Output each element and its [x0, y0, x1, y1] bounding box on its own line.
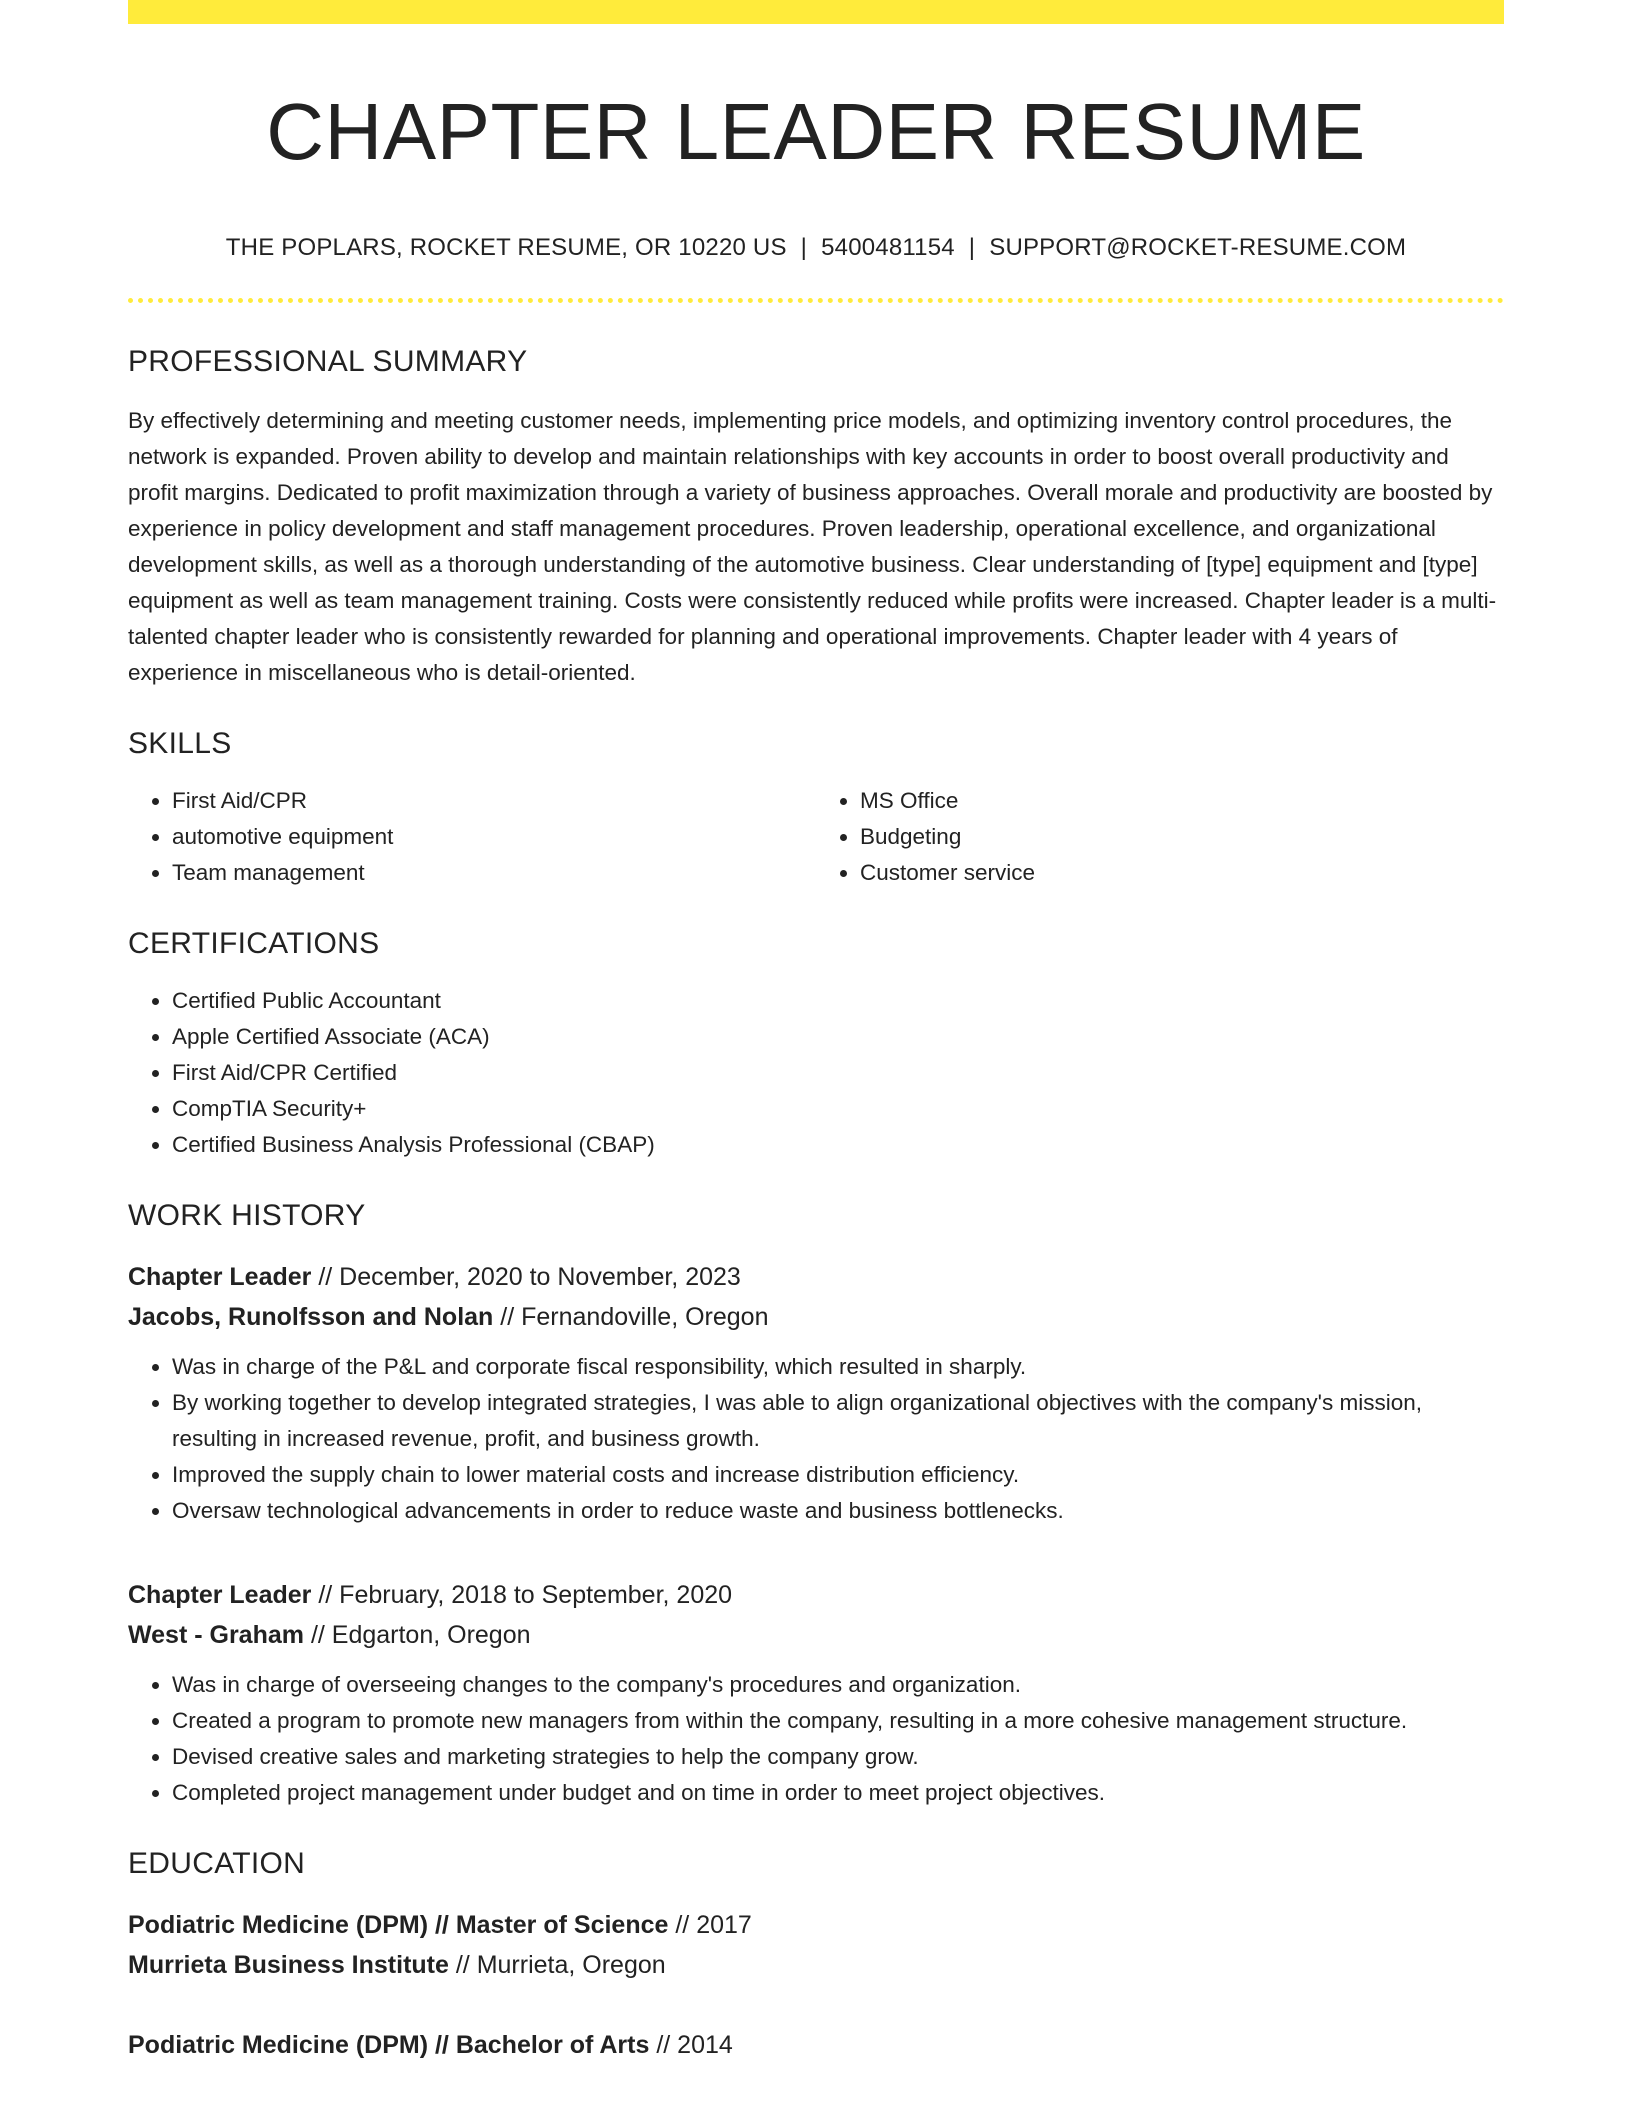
dotted-divider — [128, 298, 1504, 303]
job-bullet: • Improved the supply chain to lower material costs and increase distribution efficiency. — [172, 1457, 1504, 1493]
job-company-line — [128, 1297, 1504, 1337]
job-bullet: • By working together to develop integrated strategies, I was able to align organizational objectives with the company's mission, resulting in increased revenue, profit, and business growth. — [172, 1385, 1504, 1457]
job-bullet: • Was in charge of overseeing changes to the company's procedures and organization. — [172, 1667, 1504, 1703]
contact-address: THE POPLARS, ROCKET RESUME, OR 10220 US — [225, 234, 787, 261]
resume-title: CHAPTER LEADER RESUME — [266, 87, 1366, 176]
certification-item: • CompTIA Security+ — [172, 1091, 1504, 1127]
job-dates: // December, 2020 to November, 2023 — [318, 1263, 741, 1291]
section-heading-summary: PROFESSIONAL SUMMARY — [128, 345, 528, 378]
education-degree-line — [128, 2025, 1504, 2065]
job-bullet: • Oversaw technological advancements in order to reduce waste and business bottlenecks. — [172, 1493, 1504, 1529]
skill-item: • MS Office — [860, 783, 1504, 819]
contact-email: SUPPORT@ROCKET-RESUME.COM — [989, 234, 1407, 261]
skill-item: • automotive equipment — [172, 819, 816, 855]
job-bullet: • Completed project management under budget and on time in order to meet project objectives. — [172, 1775, 1504, 1811]
job-bullet: • Devised creative sales and marketing strategies to help the company grow. — [172, 1739, 1504, 1775]
skill-item: • Team management — [172, 855, 816, 891]
skills-column-left — [128, 783, 816, 891]
section-heading-education: EDUCATION — [128, 1847, 306, 1880]
top-accent-bar — [128, 0, 1504, 24]
education-degree-line — [128, 1905, 1504, 1945]
job-location: // Fernandoville, Oregon — [500, 1303, 769, 1331]
job-dates: // February, 2018 to September, 2020 — [318, 1581, 733, 1609]
certification-item: • Apple Certified Associate (ACA) — [172, 1019, 1504, 1055]
skills-grid — [128, 783, 1504, 891]
job-location: // Edgarton, Oregon — [310, 1621, 531, 1649]
certification-item: • First Aid/CPR Certified — [172, 1055, 1504, 1091]
skill-item: • First Aid/CPR — [172, 783, 816, 819]
education-location: // Murrieta, Oregon — [455, 1951, 666, 1979]
contact-separator: | — [968, 234, 976, 261]
certification-item: • Certified Business Analysis Professional (CBAP) — [172, 1127, 1504, 1163]
education-year: // 2014 — [656, 2031, 733, 2059]
certifications-list — [128, 983, 1504, 1163]
education-degree: Podiatric Medicine (DPM) // Bachelor of Arts — [128, 2031, 650, 2059]
education-school-line — [128, 1945, 1504, 1985]
education-degree: Podiatric Medicine (DPM) // Master of Science — [128, 1911, 669, 1939]
education-school: Murrieta Business Institute — [128, 1951, 449, 1979]
job-title: Chapter Leader — [128, 1581, 312, 1609]
job-company-line — [128, 1615, 1504, 1655]
resume-page — [128, 0, 1504, 2065]
job-bullet: • Created a program to promote new managers from within the company, resulting in a more cohesive management structure. — [172, 1703, 1504, 1739]
job-title: Chapter Leader — [128, 1263, 312, 1291]
contact-phone: 5400481154 — [821, 234, 955, 261]
education-year: // 2017 — [675, 1911, 752, 1939]
job-company: Jacobs, Runolfsson and Nolan — [128, 1303, 494, 1331]
job-bullets — [128, 1349, 1504, 1529]
skills-column-right — [816, 783, 1504, 891]
contact-separator: | — [800, 234, 808, 261]
job-title-line — [128, 1575, 1504, 1615]
job-title-line — [128, 1257, 1504, 1297]
skill-item: • Budgeting — [860, 819, 1504, 855]
job-bullet: • Was in charge of the P&L and corporate fiscal responsibility, which resulted in sharply. — [172, 1349, 1504, 1385]
summary-text: By effectively determining and meeting customer needs, implementing price models, and optimizing inventory control procedures, the network is expanded. Proven ability to develop and maintain relationships with key accounts in order to boost overall productivity and profit margins. Dedicated to profit maximization through a variety of business approaches. Overall morale and productivity are boosted by experience in policy development and staff management procedures. Proven leadership, operational excellence, and organizational development skills, as well as a thorough understanding of the automotive business. Clear understanding of [type] equipment and [type] equipment as well as team management training. Costs were consistently reduced while profits were increased. Chapter leader is a multi-talented chapter leader who is consistently rewarded for planning and operational improvements. Chapter leader with 4 years of experience in miscellaneous who is detail-oriented. — [128, 408, 1497, 685]
job-bullets — [128, 1667, 1504, 1811]
section-heading-skills: SKILLS — [128, 727, 232, 760]
skill-item: • Customer service — [860, 855, 1504, 891]
section-heading-certifications: CERTIFICATIONS — [128, 927, 380, 960]
job-company: West - Graham — [128, 1621, 304, 1649]
section-heading-work-history: WORK HISTORY — [128, 1199, 366, 1232]
certification-item: • Certified Public Accountant — [172, 983, 1504, 1019]
contact-line — [128, 234, 1504, 262]
